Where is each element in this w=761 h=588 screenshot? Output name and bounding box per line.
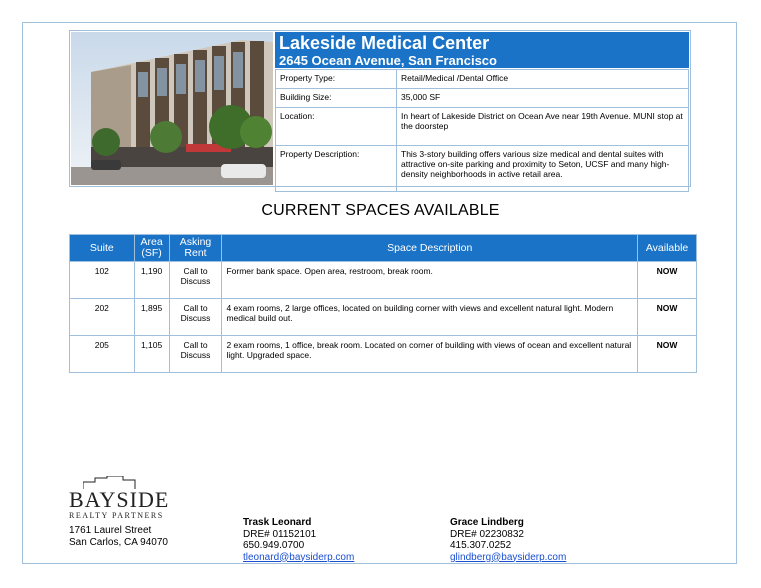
contact-phone: 650.949.0700 bbox=[243, 540, 305, 551]
available-cell: NOW bbox=[638, 299, 697, 336]
info-row bbox=[276, 146, 689, 192]
info-value: Retail/Medical /Dental Office bbox=[397, 70, 689, 89]
column-header-area: Area (SF) bbox=[134, 235, 169, 262]
info-row bbox=[276, 108, 689, 146]
contact-card bbox=[243, 517, 354, 563]
column-header-available: Available bbox=[638, 235, 697, 262]
table-row bbox=[70, 299, 697, 336]
info-label: Property Description: bbox=[276, 146, 397, 192]
column-header-rent: Asking Rent bbox=[169, 235, 222, 262]
rent-cell: Call to Discuss bbox=[169, 336, 222, 373]
contact-name: Trask Leonard bbox=[243, 517, 312, 528]
rent-cell: Call to Discuss bbox=[169, 262, 222, 299]
info-label: Building Size: bbox=[276, 89, 397, 108]
info-row bbox=[276, 89, 689, 108]
property-header bbox=[69, 30, 691, 187]
column-header-description: Space Description bbox=[222, 235, 638, 262]
property-address: 2645 Ocean Avenue, San Francisco bbox=[279, 53, 497, 68]
area-cell: 1,895 bbox=[134, 299, 169, 336]
section-title: CURRENT SPACES AVAILABLE bbox=[261, 202, 500, 219]
property-title: Lakeside Medical Center bbox=[279, 33, 490, 53]
info-label: Location: bbox=[276, 108, 397, 146]
property-info-table bbox=[275, 69, 689, 192]
available-cell: NOW bbox=[638, 262, 697, 299]
logo-name: BAYSIDE bbox=[69, 487, 170, 512]
description-cell: Former bank space. Open area, restroom, break room. bbox=[222, 262, 638, 299]
rent-cell: Call to Discuss bbox=[169, 299, 222, 336]
suite-cell: 202 bbox=[70, 299, 135, 336]
area-cell: 1,190 bbox=[134, 262, 169, 299]
info-value: In heart of Lakeside District on Ocean Ave near 19th Avenue. MUNI stop at the doorstep bbox=[397, 108, 689, 146]
table-row bbox=[70, 336, 697, 373]
area-cell: 1,105 bbox=[134, 336, 169, 373]
available-cell: NOW bbox=[638, 336, 697, 373]
suite-cell: 205 bbox=[70, 336, 135, 373]
description-cell: 4 exam rooms, 2 large offices, located on building corner with views and excellent natural light. Modern medical build out. bbox=[222, 299, 638, 336]
bayside-logo bbox=[69, 478, 189, 522]
street: 1761 Laurel Street bbox=[69, 525, 152, 536]
table-header-row bbox=[70, 235, 697, 262]
contact-email-link[interactable]: tleonard@baysiderp.com bbox=[243, 551, 355, 563]
info-label: Property Type: bbox=[276, 70, 397, 89]
contact-dre: DRE# 01152101 bbox=[243, 528, 317, 540]
suite-cell: 102 bbox=[70, 262, 135, 299]
building-photo bbox=[71, 32, 273, 185]
contact-email-link[interactable]: glindberg@baysiderp.com bbox=[450, 551, 567, 563]
logo-subtitle: REALTY PARTNERS bbox=[69, 511, 164, 520]
contact-name: Grace Lindberg bbox=[450, 517, 524, 528]
title-bar bbox=[275, 32, 689, 68]
contact-dre: DRE# 02230832 bbox=[450, 528, 524, 540]
office-address bbox=[69, 525, 168, 549]
description-cell: 2 exam rooms, 1 office, break room. Located on corner of building with views of ocean and excellent natural light. Upgraded space. bbox=[222, 336, 638, 373]
info-row bbox=[276, 70, 689, 89]
info-value: This 3-story building offers various size medical and dental suites with attractive on-site parking and proximity to Seton, UCSF and many high-density neighborhoods in active retail area. bbox=[397, 146, 689, 192]
contact-phone: 415.307.0252 bbox=[450, 540, 512, 551]
column-header-suite: Suite bbox=[70, 235, 135, 262]
city: San Carlos, CA 94070 bbox=[69, 537, 168, 548]
table-row bbox=[70, 262, 697, 299]
info-value: 35,000 SF bbox=[397, 89, 689, 108]
spaces-table bbox=[69, 234, 697, 373]
contact-card bbox=[450, 517, 566, 563]
